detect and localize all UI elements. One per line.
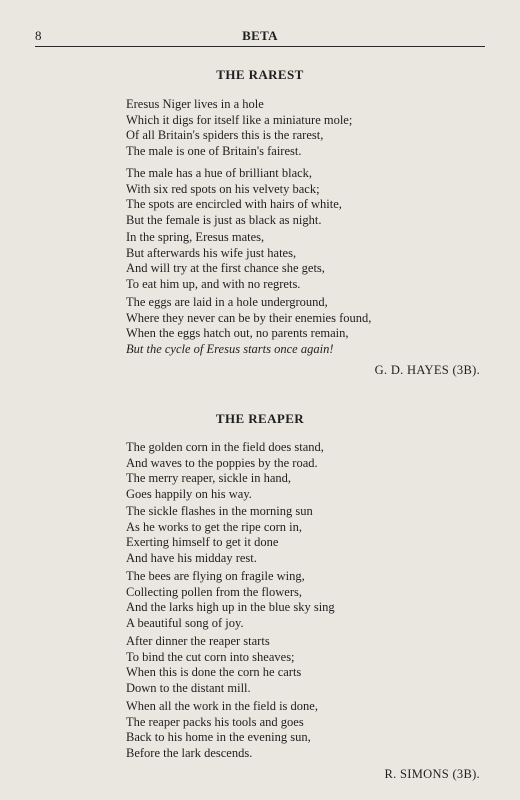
author-credit: G. D. HAYES (3B). [374, 363, 480, 377]
poem-title-the-reaper: THE REAPER [215, 411, 305, 426]
poem-line: Where they never can be by their enemies found, [126, 310, 372, 325]
poem-line: As he works to get the ripe corn in, [126, 519, 303, 534]
poem-line: The golden corn in the field does stand, [126, 440, 324, 454]
poem-line: And the larks high up in the blue sky sing [126, 600, 335, 614]
poem-line: Exerting himself to get it done [126, 535, 279, 549]
poem-line: Which it digs for itself like a miniature mole; [126, 112, 353, 127]
poem-line: Of all Britain's spiders this is the rarest, [126, 128, 324, 142]
stanza [126, 699, 496, 761]
page-number: 8 [35, 28, 42, 43]
poem-line: Eresus Niger lives in a hole [126, 97, 264, 111]
poem-line: When this is done the corn he carts [126, 665, 302, 679]
poem-line: Collecting pollen from the flowers, [126, 584, 303, 599]
poem-line: When all the work in the field is done, [126, 699, 318, 713]
poem-line: The male is one of Britain's fairest. [126, 143, 302, 158]
poem-line: The male has a hue of brilliant black, [126, 166, 313, 180]
poem-line: To eat him up, and with no regrets. [126, 276, 301, 291]
poem-line: The spots are encircled with hairs of white, [126, 197, 342, 211]
poem-line: The eggs are laid in a hole underground, [126, 295, 328, 309]
poem-line: To bind the cut corn into sheaves; [126, 649, 295, 664]
stanza [126, 634, 496, 696]
poem-line: A beautiful song of joy. [126, 615, 244, 630]
poem-line: But the female is just as black as night. [126, 212, 322, 227]
poem-line: And will try at the first chance she gets, [126, 261, 325, 275]
poem-line: After dinner the reaper starts [126, 634, 270, 648]
poem-line: Back to his home in the evening sun, [126, 730, 311, 744]
stanza [126, 504, 496, 566]
poem-line: In the spring, Eresus mates, [126, 230, 265, 244]
poem-line: With six red spots on his velvety back; [126, 181, 320, 196]
stanza [126, 166, 496, 228]
author-credit: R. SIMONS (3B). [384, 767, 480, 781]
poem-line: The sickle flashes in the morning sun [126, 504, 313, 518]
running-title: BETA [242, 28, 278, 43]
poem-line: The reaper packs his tools and goes [126, 714, 304, 729]
poem-line: The merry reaper, sickle in hand, [126, 471, 292, 485]
poem-line: And waves to the poppies by the road. [126, 455, 318, 470]
page-header [35, 28, 485, 47]
stanza [126, 295, 496, 357]
stanza [126, 97, 496, 159]
poem-title-the-rarest: THE RAREST [216, 67, 304, 82]
poem-line: But the cycle of Eresus starts once again! [126, 341, 334, 356]
stanza [126, 569, 496, 631]
poem-line: And have his midday rest. [126, 550, 257, 565]
stanza [126, 440, 496, 502]
poem-line: Down to the distant mill. [126, 680, 251, 695]
poem-line: The bees are flying on fragile wing, [126, 569, 305, 583]
poem-line: But afterwards his wife just hates, [126, 245, 297, 260]
stanza [126, 230, 496, 292]
poem-line: When the eggs hatch out, no parents remain, [126, 326, 349, 340]
poem-line: Goes happily on his way. [126, 486, 252, 501]
poem-line: Before the lark descends. [126, 745, 253, 760]
